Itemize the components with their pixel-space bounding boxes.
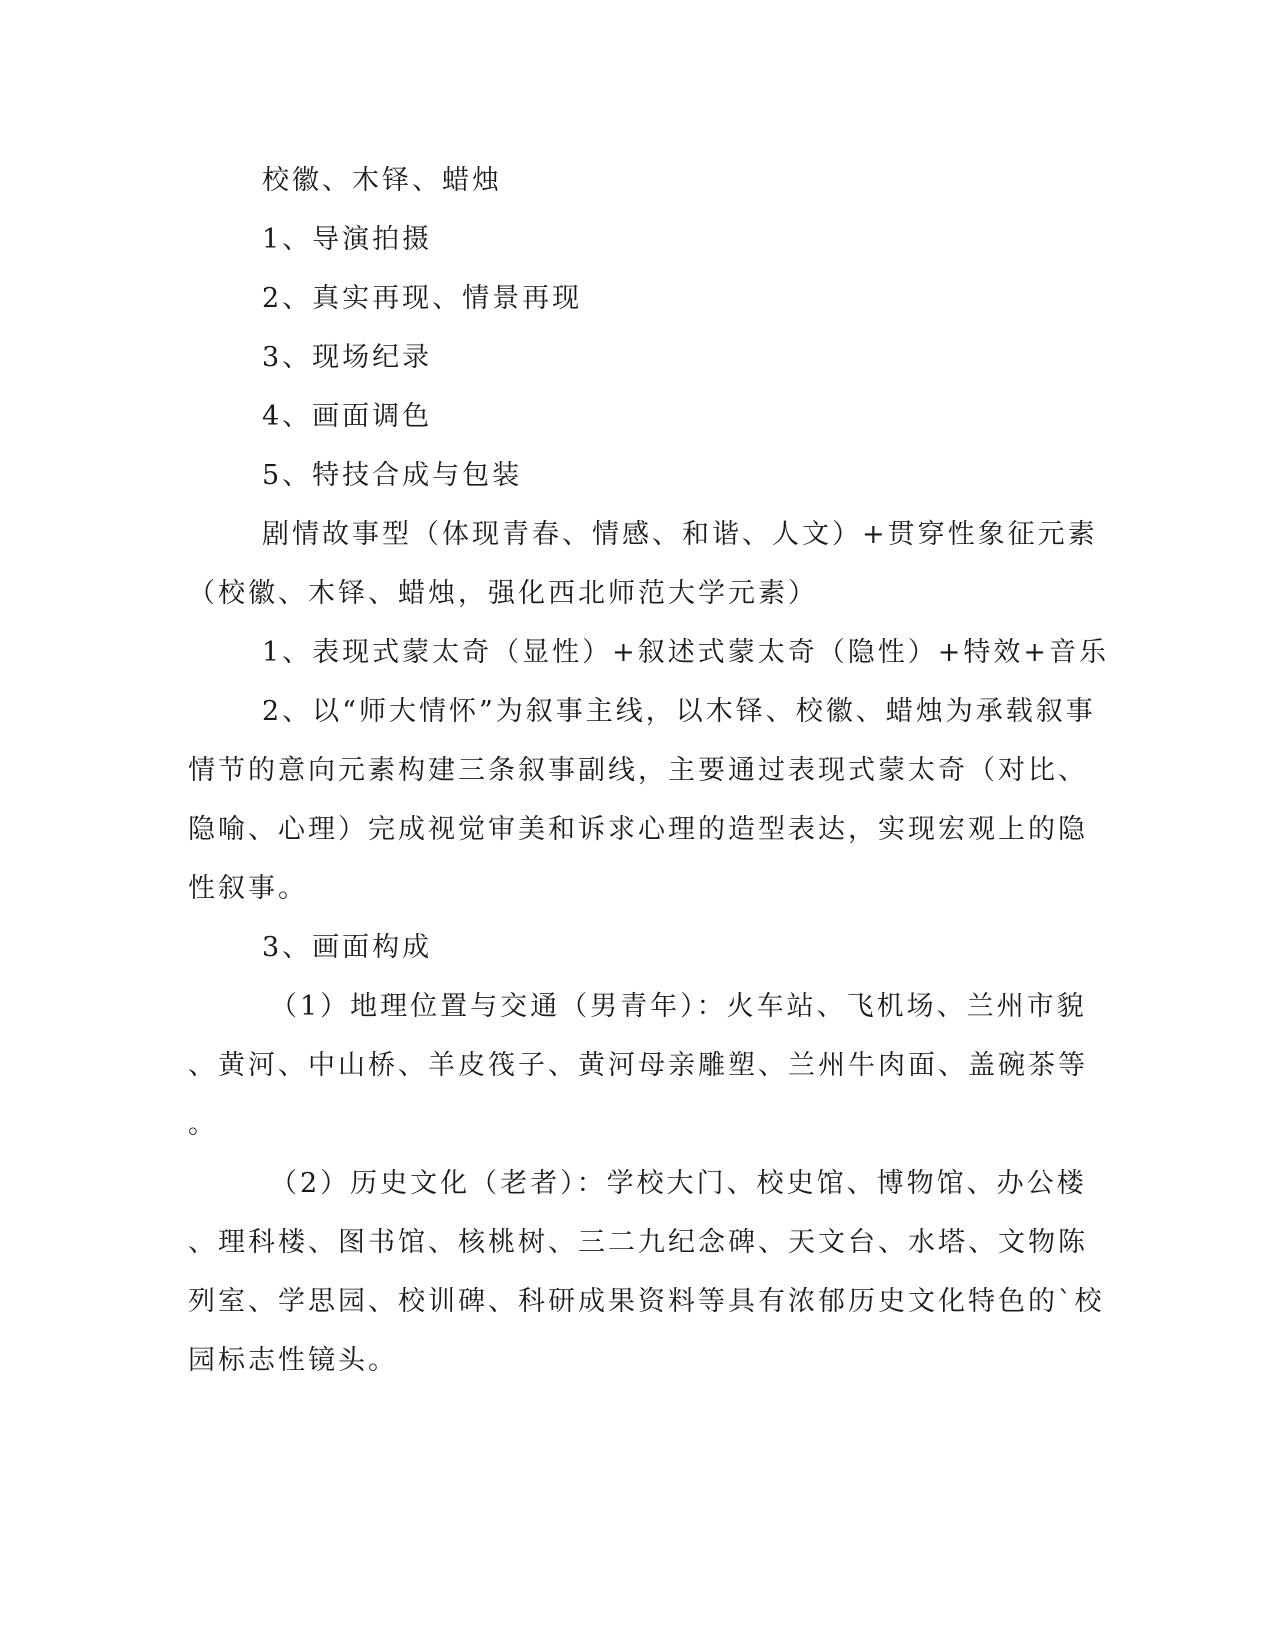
- text-line: 隐喻、心理）完成视觉审美和诉求心理的造型表达，实现宏观上的隐: [188, 814, 1088, 845]
- text-line: 列室、学思园、校训碑、科研成果资料等具有浓郁历史文化特色的`校: [188, 1286, 1105, 1317]
- text-line: 园标志性镜头。: [188, 1345, 398, 1376]
- text-line: 4、画面调色: [262, 401, 433, 432]
- text-line: 性叙事。: [188, 873, 308, 904]
- text-line: 2、真实再现、情景再现: [262, 283, 583, 314]
- text-line: 1、导演拍摄: [262, 224, 433, 255]
- text-line: （2）历史文化（老者）：学校大门、校史馆、博物馆、办公楼: [270, 1168, 1087, 1199]
- text-line: 3、画面构成: [262, 932, 433, 963]
- text-line: （1）地理位置与交通（男青年）：火车站、飞机场、兰州市貌: [270, 991, 1087, 1022]
- text-line: 5、特技合成与包装: [262, 460, 523, 491]
- text-line: 剧情故事型（体现青春、情感、和谐、人文）+贯穿性象征元素: [262, 519, 1098, 550]
- text-line: （校徽、木铎、蜡烛，强化西北师范大学元素）: [188, 578, 818, 609]
- text-line: 、理科楼、图书馆、核桃树、三二九纪念碑、天文台、水塔、文物陈: [188, 1227, 1088, 1258]
- text-line: 1、表现式蒙太奇（显性）+叙述式蒙太奇（隐性）+特效+音乐: [262, 637, 1110, 668]
- text-line: 3、现场纪录: [262, 342, 433, 373]
- text-line: 、黄河、中山桥、羊皮筏子、黄河母亲雕塑、兰州牛肉面、盖碗茶等: [188, 1050, 1088, 1081]
- text-line: 校徽、木铎、蜡烛: [262, 165, 502, 196]
- text-line: 情节的意向元素构建三条叙事副线，主要通过表现式蒙太奇（对比、: [188, 755, 1088, 786]
- text-line: 。: [188, 1109, 218, 1140]
- text-line: 2、以“师大情怀”为叙事主线，以木铎、校徽、蜡烛为承载叙事: [262, 696, 1096, 727]
